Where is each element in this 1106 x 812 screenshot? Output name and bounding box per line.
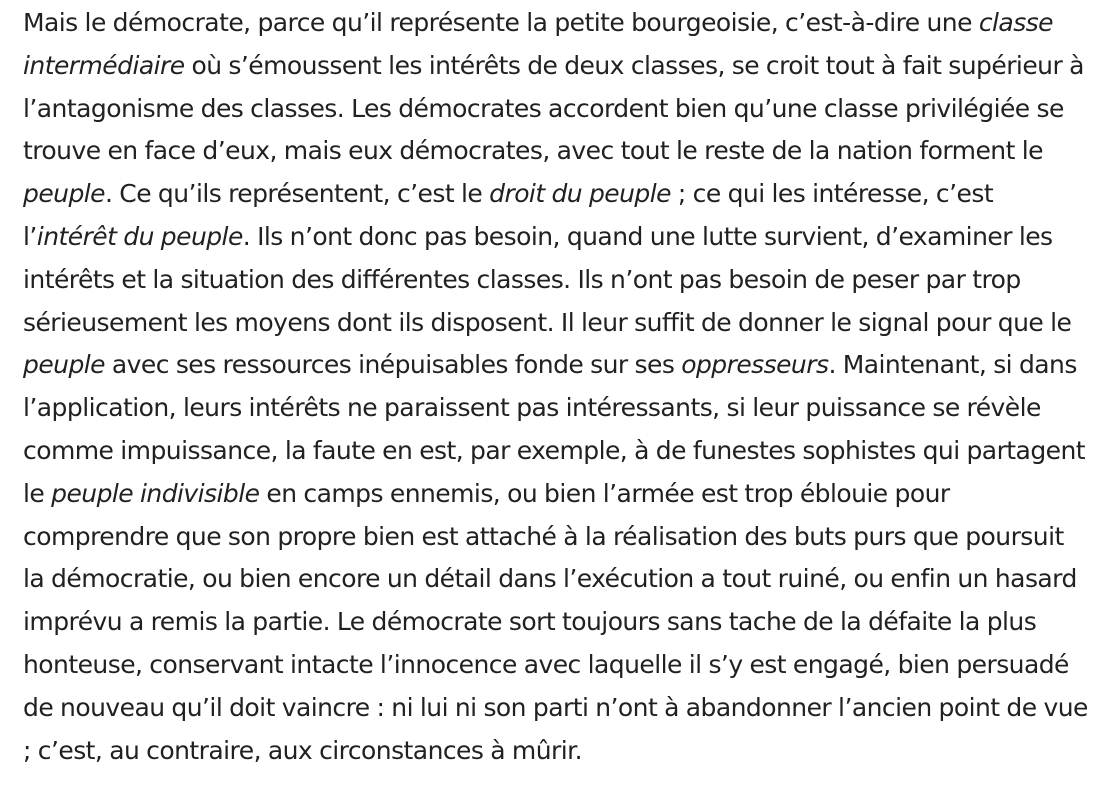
text-run: . Maintenant, si dans l’application, leurs intérêts ne paraissent pas intéressants, si leur puissance se révèle comme impuissance, la faute en est, par exemple, à de funestes sophistes qui partagent le — [23, 350, 1086, 508]
text-run: en camps ennemis, ou bien l’armée est trop éblouie pour comprendre que son propre bien est attaché à la réalisation des buts purs que poursuit la démocratie, ou bien encore un détail dans l’exécution a tout ruiné, ou enfin un hasard imprévu a remis la partie. Le démocrate sort toujours sans tache de la défaite la plus honteuse, conservant intacte l’innocence avec laquelle il s’y est engagé, bien persuadé de nouveau qu’il doit vaincre : ni lui ni son parti n’ont à abandonner l’ancien point de vue ; c’est, au contraire, aux circonstances à mûrir. — [23, 478, 1088, 765]
text-run: avec ses ressources inépuisables fonde sur ses — [105, 350, 682, 380]
italic-text-run: droit du peuple — [489, 179, 671, 209]
text-run: . Ils n’ont donc pas besoin, quand une lutte survient, d’examiner les intérêts et la situation des différentes classes. Ils n’ont pas besoin de peser par trop sérieusement les moyens dont ils disposent. Il leur suffit de donner le signal pour que le — [23, 221, 1072, 337]
italic-text-run: peuple — [23, 350, 105, 380]
text-run: ; ce qui les intéresse, c’est l’ — [23, 179, 994, 251]
italic-text-run: intérêt du peuple — [36, 221, 243, 251]
text-run: . Ce qu’ils représentent, c’est le — [105, 179, 490, 209]
text-run: où s’émoussent les intérêts de deux classes, se croit tout à fait supérieur à l’antagonisme des classes. Les démocrates accordent bien qu’une classe privilégiée se trouve en face d’eux, mais eux démocrates, avec tout le reste de la nation forment le — [23, 50, 1084, 166]
italic-text-run: peuple — [23, 179, 105, 209]
text-run: Mais le démocrate, parce qu’il représente la petite bourgeoisie, c’est-à-dire une — [23, 8, 979, 37]
body-paragraph — [23, 2, 1088, 772]
italic-text-run: peuple indivisible — [51, 478, 260, 508]
italic-text-run: oppresseurs — [681, 350, 829, 380]
italic-text-run: classe intermédiaire — [23, 8, 1053, 80]
